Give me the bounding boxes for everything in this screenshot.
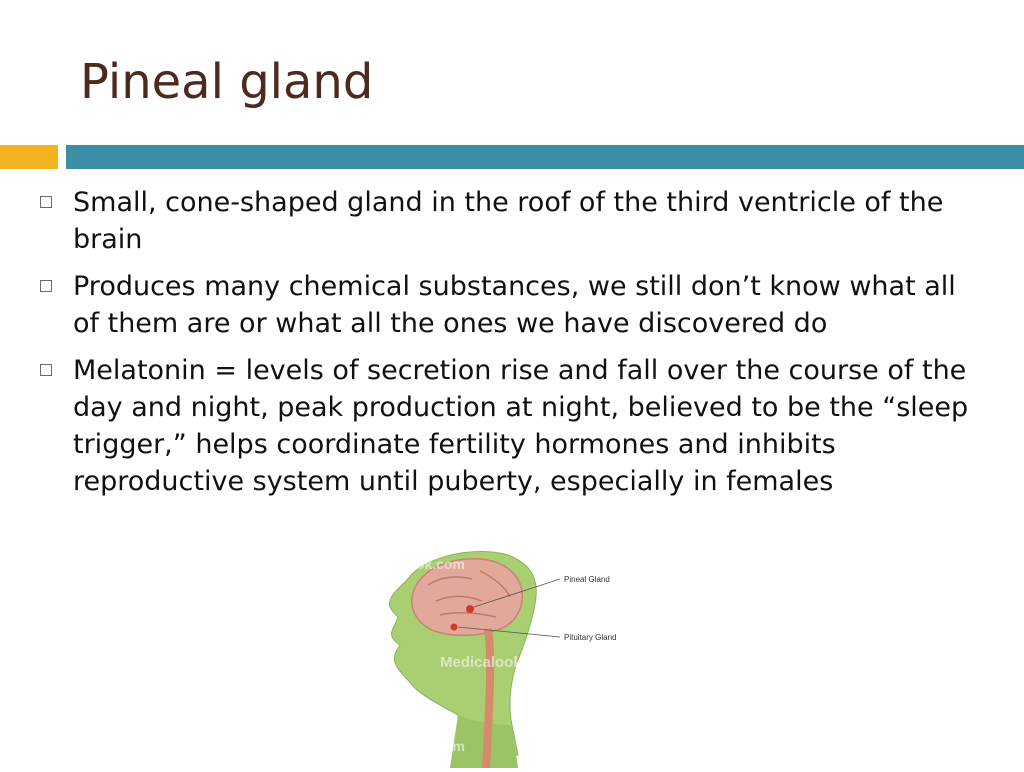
watermark-text: Medicalook.com — [440, 654, 557, 671]
spinal-cord — [486, 629, 490, 768]
header-bar — [66, 145, 1024, 169]
pituitary-gland-label: Pituitary Gland — [564, 633, 617, 642]
bullet-item — [40, 352, 990, 500]
bullet-square-icon — [40, 364, 52, 376]
bullet-text: Small, cone-shaped gland in the roof of the third ventricle of the brain — [73, 187, 944, 255]
head-brain-illustration — [340, 545, 660, 768]
accent-bar — [0, 145, 58, 169]
pituitary-gland-mark — [451, 624, 458, 631]
pineal-gland-mark — [466, 605, 474, 613]
watermark-text: Medicalook.com — [356, 738, 465, 754]
bullet-square-icon — [40, 196, 52, 208]
pineal-gland-label: Pineal Gland — [564, 575, 610, 584]
bullet-item — [40, 184, 990, 258]
bullet-list — [40, 184, 990, 510]
bullet-text: Produces many chemical substances, we still don’t know what all of them are or what all the ones we have discovered do — [73, 271, 956, 339]
bullet-text: Melatonin = levels of secretion rise and fall over the course of the day and night, peak production at night, believed to be the “sleep trigger,” helps coordinate fertility hormones and inhibits reproductive system until puberty, especially in females — [73, 355, 969, 497]
watermark-text: Medicalook.com — [356, 556, 465, 572]
bullet-square-icon — [40, 280, 52, 292]
slide-title: Pineal gland — [80, 54, 374, 110]
bullet-item — [40, 268, 990, 342]
brain-anatomy-figure — [340, 545, 660, 768]
